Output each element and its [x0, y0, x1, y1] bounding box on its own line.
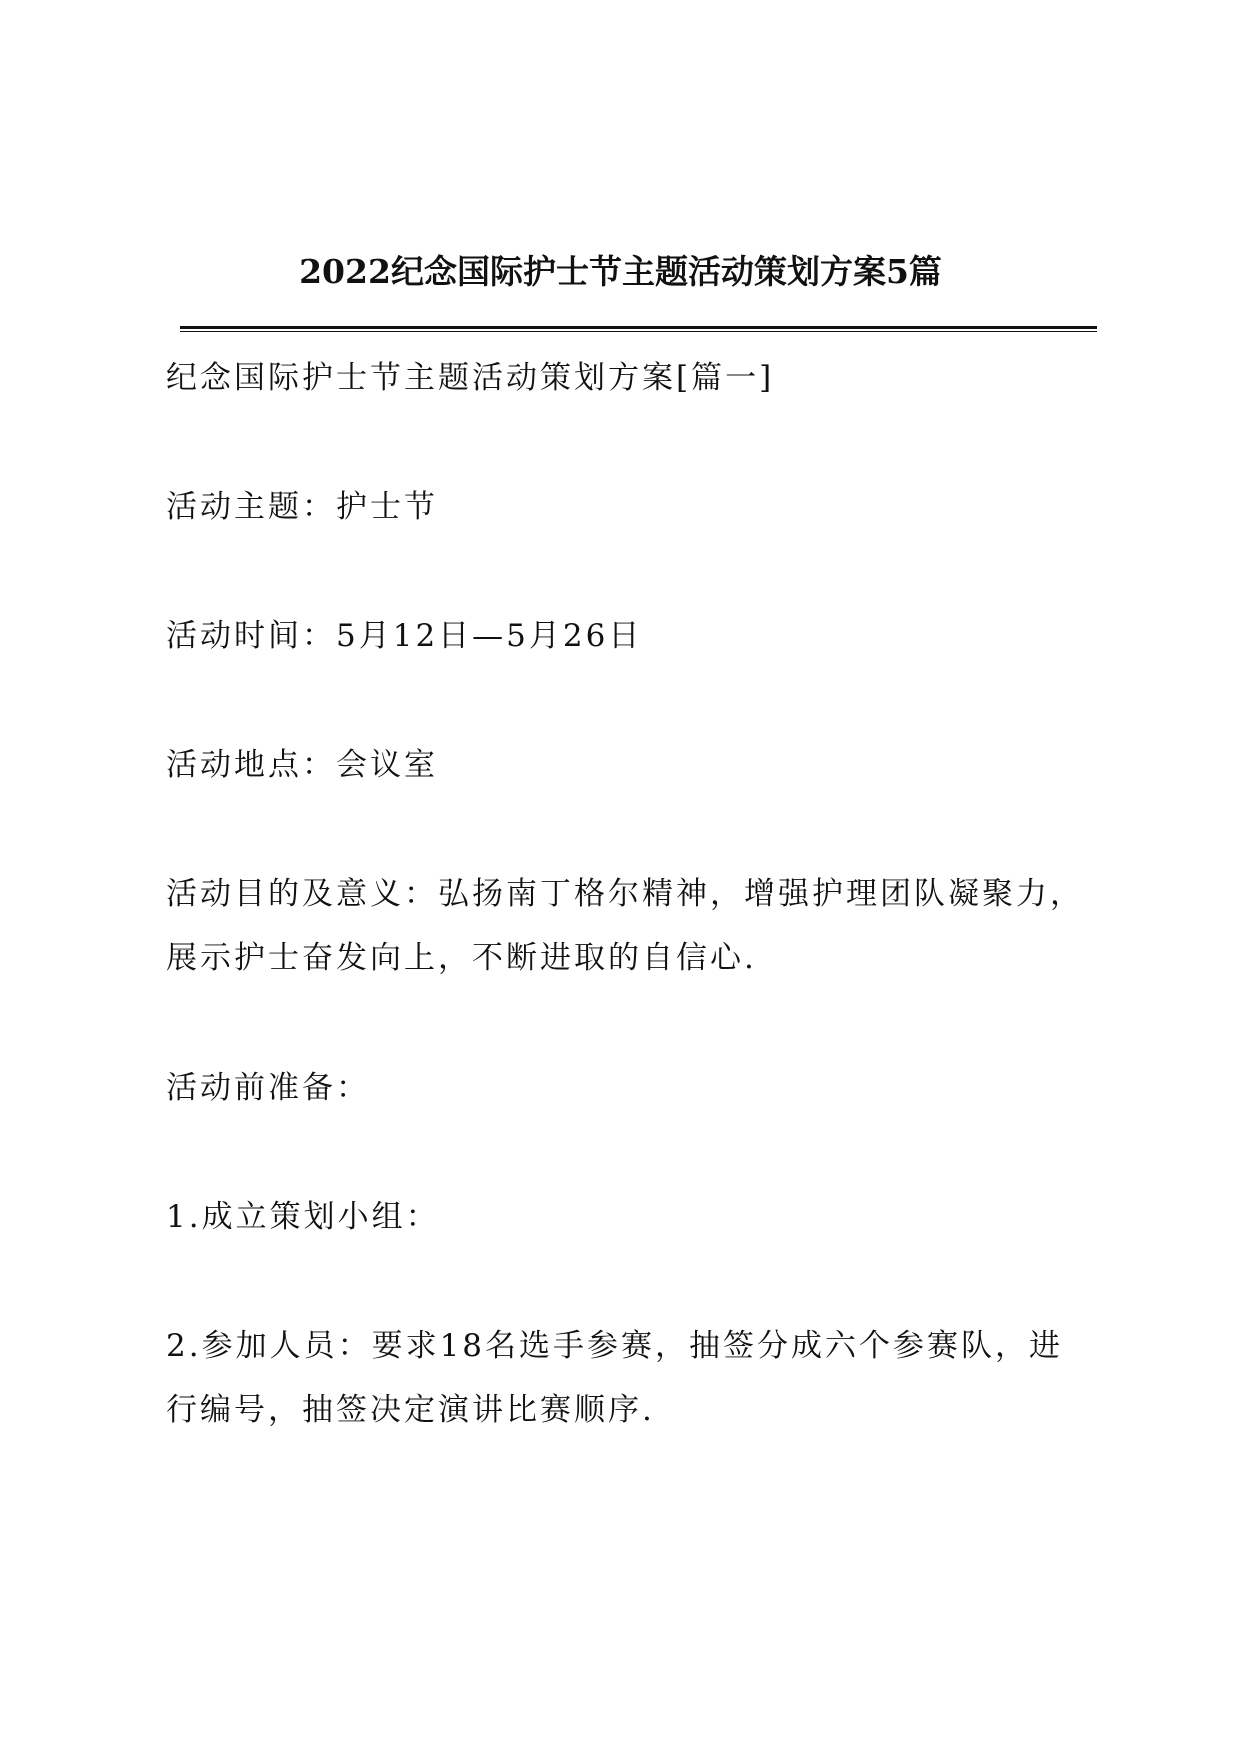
list-item-planning-group: 1.成立策划小组：: [166, 1199, 440, 1235]
section-heading: 纪念国际护士节主题活动策划方案[篇一]: [166, 360, 775, 396]
activity-location: 活动地点：会议室: [166, 747, 438, 783]
document-title: 2022纪念国际护士节主题活动策划方案5篇: [299, 252, 942, 291]
activity-preparation: 活动前准备：: [166, 1070, 370, 1106]
activity-purpose: 活动目的及意义：弘扬南丁格尔精神，增强护理团队凝聚力，展示护士奋发向上，不断进取的自信心.: [166, 876, 1084, 976]
title-divider: [180, 326, 1097, 332]
activity-time: 活动时间：5月12日—5月26日: [166, 618, 643, 654]
list-item-participants: 2.参加人员：要求18名选手参赛，抽签分成六个参赛队，进行编号，抽签决定演讲比赛顺序.: [166, 1328, 1064, 1428]
activity-theme: 活动主题：护士节: [166, 489, 438, 525]
